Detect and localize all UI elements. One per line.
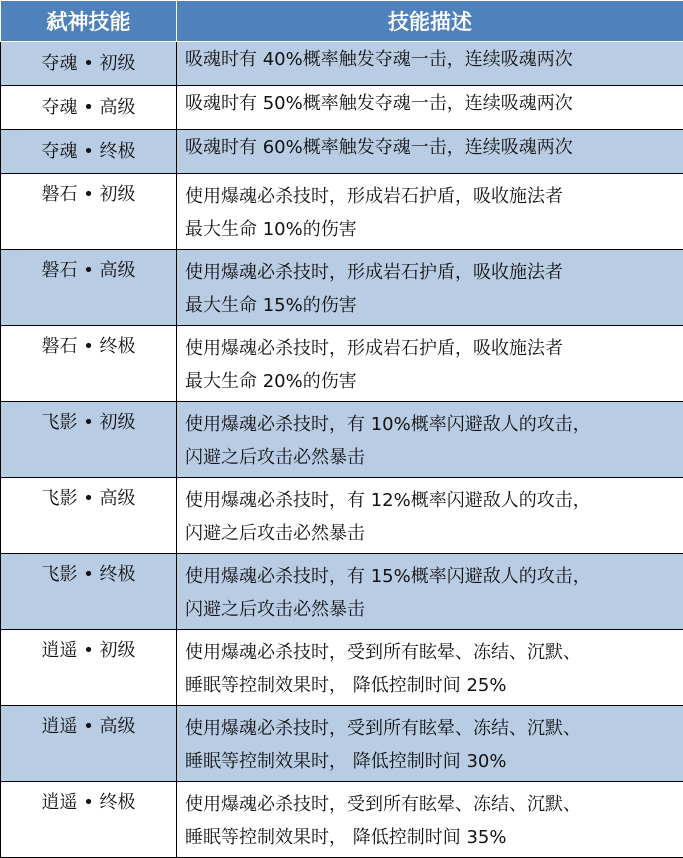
table-row <box>1 250 683 326</box>
description-line: 吸魂时有 60%概率触发夺魂一击，连续吸魂两次 <box>185 131 675 164</box>
skill-name: 磐石 • 终极 <box>1 326 177 402</box>
skill-description <box>177 630 683 706</box>
description-line: 睡眠等控制效果时， 降低控制时间 35% <box>185 821 675 854</box>
table-row <box>1 42 683 86</box>
skill-description <box>177 326 683 402</box>
description-line: 使用爆魂必杀技时，受到所有眩晕、冻结、沉默、 <box>185 636 675 669</box>
skill-description <box>177 478 683 554</box>
header-skill-name: 弑神技能 <box>1 1 177 42</box>
description-line: 使用爆魂必杀技时，有 15%概率闪避敌人的攻击， <box>185 560 675 593</box>
description-line: 最大生命 10%的伤害 <box>185 213 675 246</box>
description-line: 使用爆魂必杀技时，受到所有眩晕、冻结、沉默、 <box>185 788 675 821</box>
skill-name: 磐石 • 初级 <box>1 174 177 250</box>
skill-description <box>177 706 683 782</box>
skill-description <box>177 554 683 630</box>
skill-description <box>177 782 683 858</box>
description-line: 使用爆魂必杀技时，有 10%概率闪避敌人的攻击， <box>185 408 675 441</box>
table-row <box>1 86 683 130</box>
description-line: 闪避之后攻击必然暴击 <box>185 517 675 550</box>
description-line: 睡眠等控制效果时， 降低控制时间 30% <box>185 745 675 778</box>
skill-name: 飞影 • 终极 <box>1 554 177 630</box>
description-line: 使用爆魂必杀技时，形成岩石护盾，吸收施法者 <box>185 256 675 289</box>
description-line: 睡眠等控制效果时， 降低控制时间 25% <box>185 669 675 702</box>
table-row <box>1 478 683 554</box>
header-skill-description: 技能描述 <box>177 1 683 42</box>
table-row <box>1 402 683 478</box>
table-row <box>1 174 683 250</box>
skill-description <box>177 130 683 174</box>
skill-description <box>177 174 683 250</box>
skill-name: 逍遥 • 初级 <box>1 630 177 706</box>
skill-name: 飞影 • 高级 <box>1 478 177 554</box>
table-row <box>1 326 683 402</box>
description-line: 使用爆魂必杀技时，受到所有眩晕、冻结、沉默、 <box>185 712 675 745</box>
description-line: 闪避之后攻击必然暴击 <box>185 593 675 626</box>
skill-name: 夺魂 • 初级 <box>1 42 177 86</box>
header-row <box>1 1 683 42</box>
skill-name: 磐石 • 高级 <box>1 250 177 326</box>
skill-name: 夺魂 • 终极 <box>1 130 177 174</box>
description-line: 最大生命 15%的伤害 <box>185 289 675 322</box>
description-line: 最大生命 20%的伤害 <box>185 365 675 398</box>
skill-name: 逍遥 • 终极 <box>1 782 177 858</box>
skill-name: 逍遥 • 高级 <box>1 706 177 782</box>
table-row <box>1 130 683 174</box>
skill-description <box>177 402 683 478</box>
skill-description <box>177 42 683 86</box>
table-row <box>1 706 683 782</box>
description-line: 使用爆魂必杀技时，形成岩石护盾，吸收施法者 <box>185 332 675 365</box>
description-line: 吸魂时有 50%概率触发夺魂一击，连续吸魂两次 <box>185 87 675 120</box>
table-row <box>1 782 683 858</box>
description-line: 使用爆魂必杀技时，形成岩石护盾，吸收施法者 <box>185 180 675 213</box>
skill-description <box>177 250 683 326</box>
description-line: 闪避之后攻击必然暴击 <box>185 441 675 474</box>
table-row <box>1 630 683 706</box>
skill-description <box>177 86 683 130</box>
description-line: 吸魂时有 40%概率触发夺魂一击，连续吸魂两次 <box>185 43 675 76</box>
skill-name: 飞影 • 初级 <box>1 402 177 478</box>
table-row <box>1 554 683 630</box>
skill-name: 夺魂 • 高级 <box>1 86 177 130</box>
description-line: 使用爆魂必杀技时，有 12%概率闪避敌人的攻击， <box>185 484 675 517</box>
